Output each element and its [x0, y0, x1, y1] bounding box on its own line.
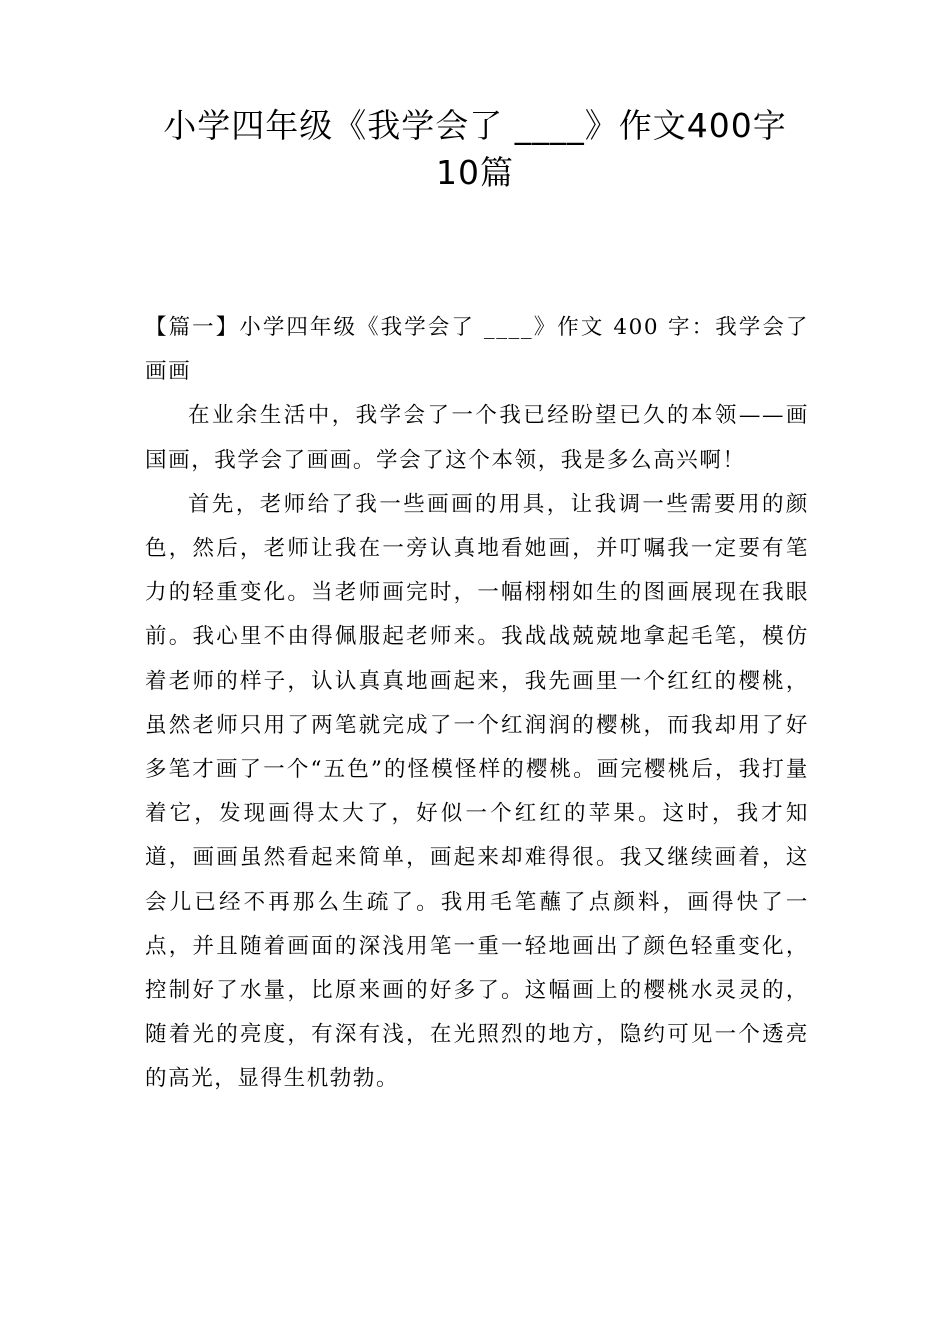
section-heading: 【篇一】小学四年级《我学会了 ____》作文 400 字：我学会了画画 — [145, 315, 809, 385]
title-line-2: 10篇 — [436, 153, 514, 192]
title-line-1: 小学四年级《我学会了 ____》作文400字 — [163, 106, 787, 145]
paragraph-intro: 在业余生活中，我学会了一个我已经盼望已久的本领——画国画，我学会了画画。学会了这个本领，我是多么高兴啊！ — [145, 403, 809, 473]
document-title — [100, 102, 850, 196]
document-body — [145, 306, 809, 1102]
paragraph-main: 首先，老师给了我一些画画的用具，让我调一些需要用的颜色，然后，老师让我在一旁认真地看她画，并叮嘱我一定要有笔力的轻重变化。当老师画完时，一幅栩栩如生的图画展现在我眼前。我心里不由得佩服起老师来。我战战兢兢地拿起毛笔，模仿着老师的样子，认认真真地画起来，我先画里一个红红的樱桃，虽然老师只用了两笔就完成了一个红润润的樱桃，而我却用了好多笔才画了一个“五色”的怪模怪样的樱桃。画完樱桃后，我打量着它，发现画得太大了，好似一个红红的苹果。这时，我才知道，画画虽然看起来简单，画起来却难得很。我又继续画着，这会儿已经不再那么生疏了。我用毛笔蘸了点颜料，画得快了一点，并且随着画面的深浅用笔一重一轻地画出了颜色轻重变化，控制好了水量，比原来画的好多了。这幅画上的樱桃水灵灵的，随着光的亮度，有深有浅，在光照烈的地方，隐约可见一个透亮的高光，显得生机勃勃。 — [145, 491, 809, 1092]
